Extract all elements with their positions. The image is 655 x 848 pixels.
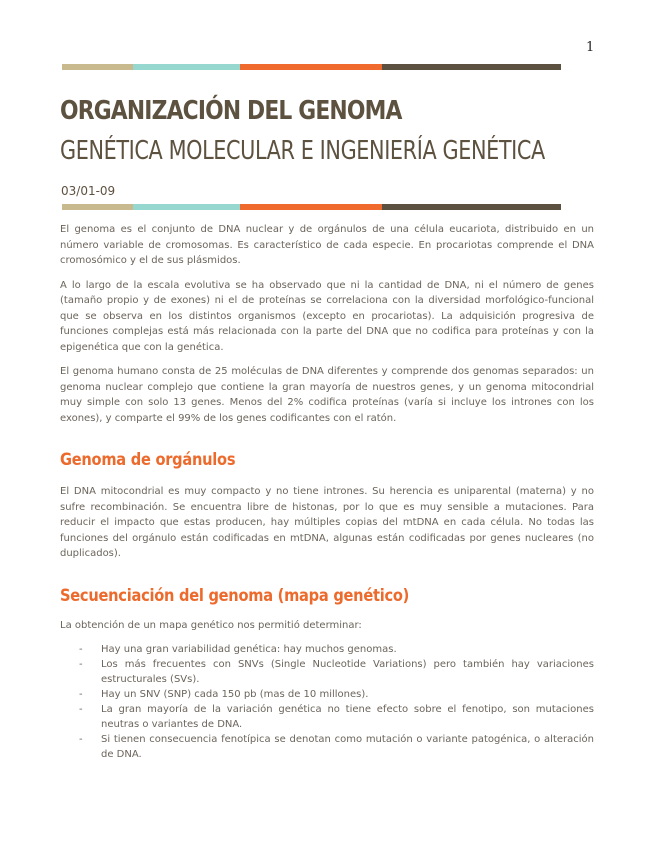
bullet-marker: - <box>79 734 83 745</box>
page-number: 1 <box>586 40 595 55</box>
document-subtitle: GENÉTICA MOLECULAR E INGENIERÍA GENÉTICA <box>60 136 545 166</box>
band-segment-orange <box>240 204 382 210</box>
list-item-text: Si tienen consecuencia fenotípica se denotan como mutación o variante patogénica, o alteración de DNA. <box>101 734 594 760</box>
organulos-paragraph: El DNA mitocondrial es muy compacto y no tiene intrones. Su herencia es uniparental (materna) y no sufre recombinación. Se encuentra libre de histonas, por lo que es muy sensible a mutaciones. Para reducir el impacto que estas producen, hay múltiples copias del mtDNA en cada célula. No todas las funciones del orgánulo están codificadas en mtDNA, algunas están codificadas por genes nucleares (no duplicados). <box>60 486 594 559</box>
document-date: 03/01-09 <box>61 184 116 198</box>
list-item-text: Hay una gran variabilidad genética: hay muchos genomas. <box>101 644 397 655</box>
header-color-band-bottom <box>62 204 561 210</box>
section-heading-secuenciacion: Secuenciación del genoma (mapa genético) <box>60 585 410 606</box>
secuenciacion-intro: La obtención de un mapa genético nos permitió determinar: <box>60 619 362 631</box>
bullet-marker: - <box>79 644 83 655</box>
secuenciacion-bullet-list <box>60 642 594 762</box>
band-segment-orange <box>240 64 382 70</box>
band-segment-aqua <box>133 204 240 210</box>
document-title: ORGANIZACIÓN DEL GENOMA <box>60 96 402 126</box>
list-item <box>60 702 594 732</box>
list-item <box>60 642 594 657</box>
list-item <box>60 657 594 687</box>
band-segment-brown <box>382 64 561 70</box>
band-segment-tan <box>62 204 133 210</box>
band-segment-tan <box>62 64 133 70</box>
band-segment-brown <box>382 204 561 210</box>
list-item <box>60 732 594 762</box>
list-item-text: La gran mayoría de la variación genética no tiene efecto sobre el fenotipo, son mutaciones neutras o variantes de DNA. <box>101 704 594 730</box>
intro-paragraph: A lo largo de la escala evolutiva se ha observado que ni la cantidad de DNA, ni el número de genes (tamaño propio y de exones) ni el de proteínas se correlaciona con la diversidad morfológico-funcional que se observa en los distintos organismos (excepto en procariotas). La adquisición progresiva de funciones complejas está más relacionada con la parte del DNA que no codifica para proteínas y con la epigenética que con la genética. <box>60 279 594 353</box>
bullet-marker: - <box>79 704 83 715</box>
band-segment-aqua <box>133 64 240 70</box>
list-item-text: Los más frecuentes con SNVs (Single Nucleotide Variations) pero también hay variaciones estructurales (SVs). <box>101 659 594 685</box>
intro-paragraph: El genoma es el conjunto de DNA nuclear y de orgánulos de una célula eucariota, distribuido en un número variable de cromosomas. Es característico de cada especie. En procariotas comprende el DNA cromosómico y el de sus plásmidos. <box>60 224 594 266</box>
section-heading-organulos: Genoma de orgánulos <box>60 450 236 470</box>
list-item-text: Hay un SNV (SNP) cada 150 pb (mas de 10 millones). <box>101 689 369 700</box>
document-body <box>60 222 594 762</box>
bullet-marker: - <box>79 689 83 700</box>
list-item <box>60 687 594 702</box>
header-color-band-top <box>62 64 561 70</box>
intro-paragraph: El genoma humano consta de 25 moléculas de DNA diferentes y comprende dos genomas separados: un genoma nuclear complejo que contiene la gran mayoría de nuestros genes, y un genoma mitocondrial muy simple con solo 13 genes. Menos del 2% codifica proteínas (varía si incluye los intrones con los exones), y comparte el 99% de los genes codificantes con el ratón. <box>60 366 594 424</box>
bullet-marker: - <box>79 659 83 670</box>
